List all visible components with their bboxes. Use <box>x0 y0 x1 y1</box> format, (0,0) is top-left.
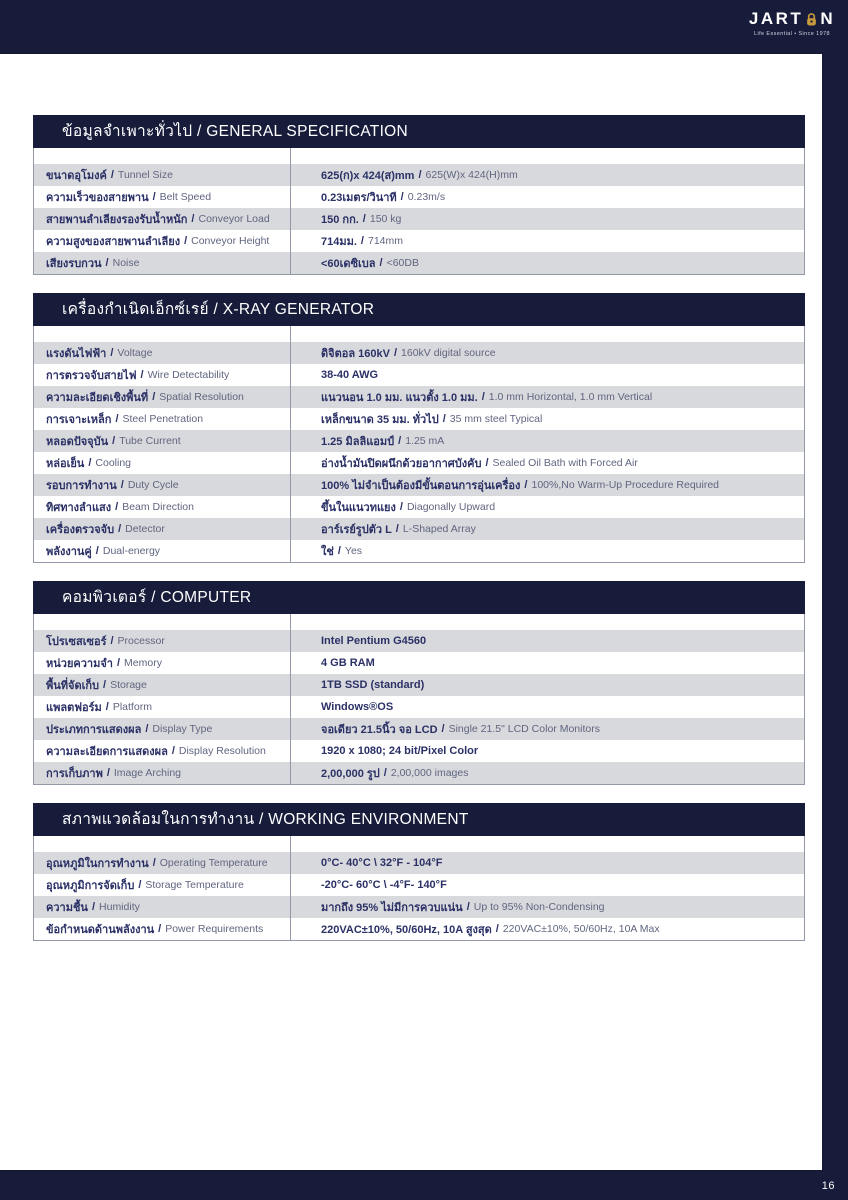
spec-value-cell <box>290 230 804 252</box>
spec-row <box>34 630 804 652</box>
label-separator: / <box>110 347 114 359</box>
section-body <box>33 326 805 563</box>
value-separator: / <box>442 413 446 425</box>
spec-value-cell <box>290 186 804 208</box>
spec-value-cell <box>290 852 804 874</box>
value-en: 714mm <box>367 235 403 247</box>
value-separator: / <box>495 923 499 935</box>
value-en: 2,00,000 images <box>390 767 469 779</box>
value-separator: / <box>383 767 387 779</box>
spec-label-cell <box>34 474 290 496</box>
value-th: 0.23เมตร/วินาที <box>321 192 397 204</box>
label-th: ประเภทการแสดงผล <box>46 724 142 736</box>
label-th: พลังงานคู่ <box>46 546 92 558</box>
label-en: Storage <box>110 679 147 691</box>
label-th: การเก็บภาพ <box>46 768 103 780</box>
spec-value-cell <box>290 430 804 452</box>
value-separator: / <box>398 435 402 447</box>
label-th: เครื่องตรวจจับ <box>46 524 115 536</box>
value-en: 160kV digital source <box>401 347 496 359</box>
spec-label-cell <box>34 874 290 896</box>
spec-row <box>34 164 804 186</box>
spec-row <box>34 408 804 430</box>
spec-label-cell <box>34 518 290 540</box>
label-en: Image Arching <box>113 767 182 779</box>
spec-row <box>34 540 804 562</box>
label-th: การตรวจจับสายไฟ <box>46 370 137 382</box>
label-th: หลอดปัจจุบัน <box>46 436 109 448</box>
spec-label-cell <box>34 762 290 784</box>
spec-value-cell <box>290 896 804 918</box>
value-th: 714มม. <box>321 236 357 248</box>
label-en: Display Type <box>152 723 213 735</box>
value-th: 4 GB RAM <box>321 657 375 669</box>
spec-row <box>34 918 804 940</box>
label-th: โปรเซสเซอร์ <box>46 636 107 648</box>
section-title: สภาพแวดล้อมในการทำงาน / WORKING ENVIRONMENT <box>33 803 805 836</box>
spec-label-cell <box>34 496 290 518</box>
value-th: 1.25 มิลลิแอมป์ <box>321 436 395 448</box>
spec-label-cell <box>34 342 290 364</box>
spec-label-cell <box>34 386 290 408</box>
section-body <box>33 148 805 275</box>
value-en: Up to 95% Non-Condensing <box>473 901 605 913</box>
label-en: Operating Temperature <box>159 857 268 869</box>
label-separator: / <box>118 523 122 535</box>
value-th: 625(ก)x 424(ส)mm <box>321 170 415 182</box>
spec-label-cell <box>34 896 290 918</box>
label-th: อุณหภูมิการจัดเก็บ <box>46 880 135 892</box>
label-separator: / <box>138 879 142 891</box>
spec-sections <box>33 115 805 959</box>
label-th: แพลตฟอร์ม <box>46 702 102 714</box>
spec-label-cell <box>34 230 290 252</box>
spec-label-cell <box>34 652 290 674</box>
spec-label-cell <box>34 718 290 740</box>
spec-label-cell <box>34 252 290 274</box>
label-en: Tunnel Size <box>117 169 173 181</box>
label-th: ข้อกำหนดด้านพลังงาน <box>46 924 155 936</box>
value-th: Windows®OS <box>321 701 394 713</box>
section-body <box>33 614 805 785</box>
spec-value-cell <box>290 164 804 186</box>
label-en: Conveyor Height <box>191 235 270 247</box>
value-separator: / <box>393 347 398 359</box>
label-th: หน่วยความจำ <box>46 658 113 670</box>
spec-row <box>34 718 804 740</box>
label-en: Detector <box>125 523 165 535</box>
spec-label-cell <box>34 852 290 874</box>
label-en: Storage Temperature <box>145 879 244 891</box>
spec-value-cell <box>290 364 804 386</box>
value-th: 220VAC±10%, 50/60Hz, 10A สูงสุด <box>321 924 492 936</box>
value-en: 35 mm steel Typical <box>449 413 543 425</box>
label-en: Cooling <box>95 457 131 469</box>
value-en: L-Shaped Array <box>402 523 476 535</box>
label-en: Humidity <box>99 901 140 913</box>
value-en: 625(W)x 424(H)mm <box>425 169 518 181</box>
spec-value-cell <box>290 696 804 718</box>
label-th: พื้นที่จัดเก็บ <box>46 680 100 692</box>
spec-label-cell <box>34 408 290 430</box>
label-en: Display Resolution <box>178 745 266 757</box>
label-th: ความละเอียดการแสดงผล <box>46 746 168 758</box>
section-spacer-row <box>34 148 804 164</box>
label-separator: / <box>140 369 144 381</box>
spec-section <box>33 581 805 785</box>
value-th: 100% ไม่จำเป็นต้องมีขั้นตอนการอุ่นเครื่อง <box>321 480 521 492</box>
value-th: ดิจิตอล 160kV <box>321 348 390 360</box>
brand-word-left: JART <box>748 9 804 28</box>
spec-row <box>34 518 804 540</box>
value-th: 0°C- 40°C \ 32°F - 104°F <box>321 857 443 869</box>
section-spacer-row <box>34 614 804 630</box>
label-separator: / <box>103 679 107 691</box>
label-th: ขนาดอุโมงค์ <box>46 170 107 182</box>
section-body <box>33 836 805 941</box>
value-en: 150 kg <box>369 213 402 225</box>
spec-row <box>34 852 804 874</box>
label-en: Wire Detectability <box>147 369 230 381</box>
label-th: รอบการทำงาน <box>46 480 117 492</box>
value-separator: / <box>466 901 470 913</box>
spec-value-cell <box>290 474 804 496</box>
label-en: Dual-energy <box>102 545 161 557</box>
spec-value-cell <box>290 674 804 696</box>
spec-section <box>33 115 805 275</box>
brand-wordmark <box>744 9 840 29</box>
value-separator: / <box>362 213 366 225</box>
label-en: Voltage <box>117 347 153 359</box>
label-separator: / <box>105 701 109 713</box>
label-separator: / <box>105 257 109 269</box>
spec-value-cell <box>290 386 804 408</box>
padlock-icon <box>804 12 819 27</box>
value-en: 1.0 mm Horizontal, 1.0 mm Vertical <box>488 391 653 403</box>
spec-row <box>34 186 804 208</box>
label-separator: / <box>152 391 156 403</box>
label-th: ความเร็วของสายพาน <box>46 192 149 204</box>
value-th: แนวนอน 1.0 มม. แนวตั้ง 1.0 มม. <box>321 392 478 404</box>
label-separator: / <box>171 745 175 757</box>
label-separator: / <box>152 191 156 203</box>
section-title: ข้อมูลจำเพาะทั่วไป / GENERAL SPECIFICATION <box>33 115 805 148</box>
label-en: Spatial Resolution <box>159 391 244 403</box>
value-separator: / <box>399 501 403 513</box>
spec-value-cell <box>290 918 804 940</box>
spec-label-cell <box>34 164 290 186</box>
spec-value-cell <box>290 408 804 430</box>
label-th: แรงดันไฟฟ้า <box>46 348 107 360</box>
label-separator: / <box>91 901 96 913</box>
spec-row <box>34 252 804 274</box>
spec-value-cell <box>290 252 804 274</box>
spec-label-cell <box>34 740 290 762</box>
label-en: Noise <box>112 257 140 269</box>
value-separator: / <box>337 545 341 557</box>
label-separator: / <box>115 501 119 513</box>
value-en: 1.25 mA <box>405 435 445 447</box>
spec-label-cell <box>34 674 290 696</box>
value-separator: / <box>379 257 383 269</box>
spec-value-cell <box>290 740 804 762</box>
spec-label-cell <box>34 540 290 562</box>
brand-tagline: Life Essential • Since 1978 <box>753 31 831 37</box>
spec-row <box>34 762 804 784</box>
spec-section <box>33 803 805 941</box>
label-en: Platform <box>112 701 152 713</box>
spec-label-cell <box>34 186 290 208</box>
spec-row <box>34 430 804 452</box>
value-th: อาร์เรย์รูปตัว L <box>321 524 392 536</box>
value-th: มากถึง 95% ไม่มีการควบแน่น <box>321 902 463 914</box>
spec-label-cell <box>34 630 290 652</box>
label-separator: / <box>152 857 156 869</box>
value-th: -20°C- 60°C \ -4°F- 140°F <box>321 879 447 891</box>
section-title: คอมพิวเตอร์ / COMPUTER <box>33 581 805 614</box>
value-en: Single 21.5" LCD Color Monitors <box>448 723 600 735</box>
spec-row <box>34 474 804 496</box>
label-th: ความชื้น <box>46 902 88 914</box>
value-separator: / <box>395 523 399 535</box>
spec-value-cell <box>290 630 804 652</box>
value-separator: / <box>485 457 489 469</box>
section-title: เครื่องกำเนิดเอ็กซ์เรย์ / X-RAY GENERATOR <box>33 293 805 326</box>
value-en: Diagonally Upward <box>406 501 496 513</box>
value-separator: / <box>400 191 404 203</box>
value-en: 220VAC±10%, 50/60Hz, 10A Max <box>502 923 660 935</box>
spec-row <box>34 208 804 230</box>
spec-row <box>34 740 804 762</box>
spec-value-cell <box>290 518 804 540</box>
value-th: ใช่ <box>321 546 334 558</box>
label-th: ความละเอียดเชิงพื้นที่ <box>46 392 149 404</box>
spec-label-cell <box>34 364 290 386</box>
value-en: 100%,No Warm-Up Procedure Required <box>531 479 720 491</box>
value-th: 38-40 AWG <box>321 369 379 381</box>
label-th: อุณหภูมิในการทำงาน <box>46 858 149 870</box>
page-number: 16 <box>821 1180 835 1192</box>
spec-value-cell <box>290 208 804 230</box>
label-separator: / <box>120 479 124 491</box>
section-spacer-row <box>34 326 804 342</box>
spec-row <box>34 874 804 896</box>
label-en: Processor <box>117 635 165 647</box>
label-separator: / <box>184 235 188 247</box>
spec-row <box>34 342 804 364</box>
value-th: ขึ้นในแนวทแยง <box>321 502 396 514</box>
value-th: 2,00,000 รูป <box>321 768 380 780</box>
label-en: Belt Speed <box>159 191 212 203</box>
value-th: 150 กก. <box>321 214 359 226</box>
label-th: ความสูงของสายพานลำเลียง <box>46 236 181 248</box>
label-en: Power Requirements <box>165 923 264 935</box>
spec-label-cell <box>34 208 290 230</box>
value-en: 0.23m/s <box>407 191 446 203</box>
label-separator: / <box>110 635 114 647</box>
spec-value-cell <box>290 718 804 740</box>
spec-row <box>34 496 804 518</box>
label-separator: / <box>116 657 121 669</box>
section-spacer-row <box>34 836 804 852</box>
brand-word-right: N <box>820 9 836 28</box>
label-th: การเจาะเหล็ก <box>46 414 112 426</box>
value-en: Yes <box>344 545 363 557</box>
spec-section <box>33 293 805 563</box>
label-separator: / <box>106 767 110 779</box>
spec-value-cell <box>290 762 804 784</box>
value-en: <60DB <box>386 257 419 269</box>
spec-row <box>34 386 804 408</box>
spec-value-cell <box>290 452 804 474</box>
label-separator: / <box>110 169 114 181</box>
label-en: Conveyor Load <box>198 213 270 225</box>
label-th: สายพานลำเลียงรองรับน้ำหนัก <box>46 214 188 226</box>
spec-label-cell <box>34 696 290 718</box>
value-separator: / <box>481 391 485 403</box>
spec-row <box>34 364 804 386</box>
value-th: จอเดียว 21.5นิ้ว จอ LCD <box>321 724 438 736</box>
label-separator: / <box>95 545 99 557</box>
label-th: ทิศทางลำแสง <box>46 502 112 514</box>
value-th: <60เดซิเบล <box>321 258 376 270</box>
spec-value-cell <box>290 540 804 562</box>
spec-value-cell <box>290 652 804 674</box>
value-th: เหล็กขนาด 35 มม. ทั่วไป <box>321 414 439 426</box>
spec-label-cell <box>34 918 290 940</box>
spec-value-cell <box>290 874 804 896</box>
value-separator: / <box>418 169 422 181</box>
value-th: Intel Pentium G4560 <box>321 635 427 647</box>
value-th: 1920 x 1080; 24 bit/Pixel Color <box>321 745 479 757</box>
spec-row <box>34 452 804 474</box>
value-separator: / <box>360 235 364 247</box>
label-en: Steel Penetration <box>122 413 204 425</box>
label-th: หล่อเย็น <box>46 458 85 470</box>
value-separator: / <box>441 723 445 735</box>
label-en: Beam Direction <box>122 501 194 513</box>
label-th: เสียงรบกวน <box>46 258 102 270</box>
label-separator: / <box>112 435 116 447</box>
label-separator: / <box>88 457 92 469</box>
label-separator: / <box>191 213 195 225</box>
spec-label-cell <box>34 452 290 474</box>
spec-row <box>34 230 804 252</box>
label-separator: / <box>145 723 149 735</box>
brand-logo <box>744 9 840 37</box>
label-en: Tube Current <box>119 435 181 447</box>
value-th: 1TB SSD (standard) <box>321 679 425 691</box>
label-separator: / <box>158 923 162 935</box>
spec-label-cell <box>34 430 290 452</box>
value-th: อ่างน้ำมันปิดผนึกด้วยอากาศบังคับ <box>321 458 482 470</box>
spec-row <box>34 696 804 718</box>
label-en: Memory <box>124 657 162 669</box>
spec-row <box>34 652 804 674</box>
value-en: Sealed Oil Bath with Forced Air <box>492 457 638 469</box>
spec-row <box>34 674 804 696</box>
label-separator: / <box>115 413 119 425</box>
value-separator: / <box>524 479 528 491</box>
spec-row <box>34 896 804 918</box>
spec-value-cell <box>290 342 804 364</box>
label-en: Duty Cycle <box>127 479 179 491</box>
spec-value-cell <box>290 496 804 518</box>
